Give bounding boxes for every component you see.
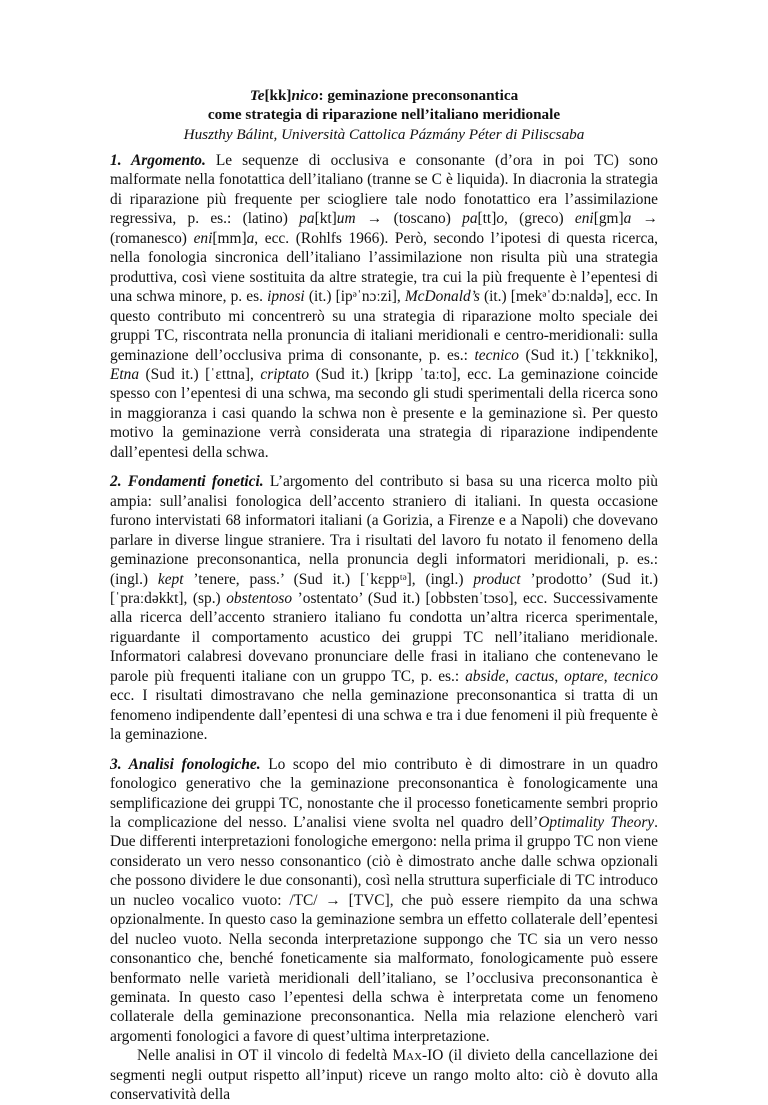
paper-title-line-1: Te[kk]nico: geminazione preconsonantica (249, 87, 519, 104)
author-affiliation: Huszthy Bálint, Università Cattolica Pázmány Péter di Piliscsaba (183, 126, 585, 143)
title-block (0, 86, 768, 144)
paper-title-line-2: come strategia di riparazione nell’italiano meridionale (207, 106, 561, 123)
section-heading: 3. Analisi fonologiche. (110, 755, 261, 773)
section-heading: 1. Argomento. (110, 152, 206, 169)
section-1-paragraph: 1. Argomento. Le sequenze di occlusiva e consonante (d’ora in poi TC) sono malformate nella fonotattica dell’italiano (tranne se C è liquida). In diacronia la strategia di riparazione più frequente per sciogliere tale nodo fonotattico era l’assimilazione regressiva, p. es.: (latino) pa[kt]um → (toscano) pa[tt]o, (greco) eni[gm]a → (romanesco) eni[mm]a, ecc. (Rohlfs 1966). Però, secondo l’ipotesi di questa ricerca, nella fonologia sincronica dell’italiano l’assimilazione non risulta più una strategia produttiva, così viene sostituita da altre strategie, tra cui la più frequente è l’epentesi di una schwa minore, p. es. ipnosi (it.) [ipᵊˈnɔːzi], McDonald’s (it.) [mekᵊˈdɔːnaldə], ecc. In questo contributo mi concentrerò su una strategia di riparazione molto speciale dei gruppi TC, riscontrata nella pronuncia di italiani meridionali e centro-meridionali: sulla geminazione dell’occlusiva prima di consonante, p. es.: tecnico (Sud it.) [ˈtɛkkniko], Etna (Sud it.) [ˈɛttna], criptato (Sud it.) [kripp ˈtaːto], ecc. La geminazione coincide spesso con l’epentesi di una schwa, ma secondo gli studi sperimentali della ricerca sono in maggioranza i casi quando la schwa non è presente e la geminazione sì. Per questo motivo la geminazione verrà considerata una strategia di riparazione indipendente dall’epentesi della schwa. (110, 152, 659, 461)
section-heading: 2. Fondamenti fonetici. (110, 473, 264, 491)
paper-body (110, 151, 658, 1105)
title-italic-part: Te (249, 87, 265, 104)
section-2-paragraph: 2. Fondamenti fonetici. L’argomento del contributo si basa su una ricerca molto più ampia: sull’analisi fonologica dell’accento straniero di italiani. In questa occasione furono intervistati 68 informatori italiani (a Gorizia, a Firenze e a Napoli) che dovevano parlare in diverse lingue straniere. Tra i risultati del lavoro fu notato il fenomeno della geminazione preconsonantica, nella pronuncia degli informatori meridionali, p. es.: (ingl.) kept ’tenere, pass.’ (Sud it.) [ˈkɛppᵗᵊ], (ingl.) product ’prodotto’ (Sud it.) [ˈpraːdəkkt], (sp.) obstentoso ’ostentato’ (Sud it.) [obbstenˈtɔso], ecc. Successivamente alla ricerca dell’accento straniero italiano fu condotta un’altra ricerca sperimentale, riguardante il comportamento acustico dei gruppi TC nell’italiano meridionale. Informatori calabresi dovevano pronunciare delle frasi in italiano che contenevano le parole più frequenti italiane con un gruppo TC, p. es.: abside, cactus, optare, tecnico ecc. I risultati dimostravano che nella geminazione preconsonantica si tratta di un fenomeno indipendente dall’epentesi di una schwa e tra i due fenomeni il più frequente è la geminazione. (110, 473, 659, 744)
section-3-paragraph-continued: Nelle analisi in OT il vincolo di fedeltà Max-IO (il divieto della cancellazione dei segmenti negli output rispetto all’input) riceve un rango molto alto: ciò è dovuto alla conservatività della (110, 1047, 658, 1104)
section-3-paragraph: 3. Analisi fonologiche. Lo scopo del mio contributo è di dimostrare in un quadro fonologico generativo che la geminazione preconsonantica è fonologicamente una semplificazione dei gruppi TC, nonostante che il processo foneticamente sembri proprio la complicazione del nesso. L’analisi viene svolta nel quadro dell’Optimality Theory. Due differenti interpretazioni fonologiche emergono: nella prima il gruppo TC non viene considerato un vero nesso consonantico (ciò è dimostrato anche dalle schwa opzionali che possono dividere le due consonanti), così nella struttura superficiale di TC introduco un nucleo vocalico vuoto: /TC/ → [TVC], che può essere riempito da una schwa opzionalmente. In questo caso la geminazione sembra un effetto collaterale dell’epentesi del nucleo vuoto. Nella seconda interpretazione suppongo che TC sia un vero nesso consonantico che, benché foneticamente sia malformato, fonologicamente può essere benformato nelle varietà meridionali dell’italiano, se l’occlusiva preconsonantica è geminata. In questo caso l’epentesi della schwa è interpretata come un fenomeno collaterale della geminazione preconsonantica. Nella mia relazione elencherò vari argomenti fonologici a favore di quest’ultima interpretazione. (110, 755, 658, 1045)
